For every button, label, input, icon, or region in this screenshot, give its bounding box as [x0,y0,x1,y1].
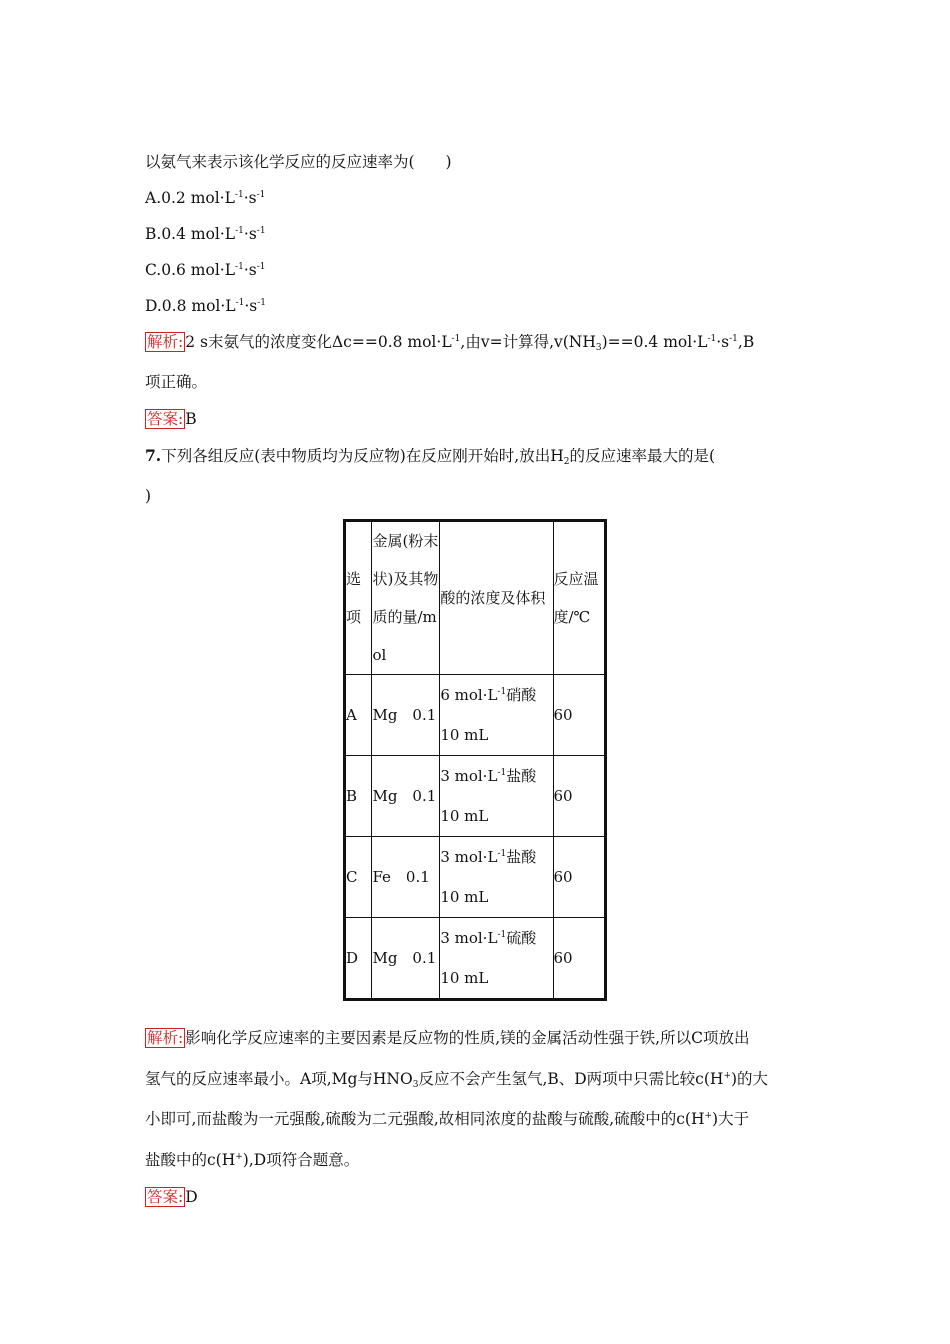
analysis-tag: 解析: [147,333,184,351]
header-metal: 金属(粉末状)及其物质的量/mol [372,521,440,675]
q7-answer [145,1187,198,1207]
cell-acid: 3 $mol\cdot L^{-1}$盐酸 10 mL [440,837,553,918]
q7-number: 7. [145,446,162,465]
q7-table [343,519,607,998]
header-acid: 酸的浓度及体积 [440,521,553,675]
answer-tag: 答案: [147,410,184,428]
q6-answer-value: B [185,410,197,428]
analysis-tag: 解析: [147,1029,184,1047]
cell-metal: Mg 0.1 [372,675,440,756]
cell-metal: Fe 0.1 [372,837,440,918]
q6-option-b: B.0.4 $mol\cdot L^{-1}\cdot s^{-1}$ [145,225,266,243]
q6-analysis-line1: 解析: 2 s末氨气的浓度变化Δc==0.8 $mol\cdot L^{-1}$,由v=计算得$,v(NH_3)==0.4$ $mol\cdot L^{-1}\cdot s^{-1},B$ [147,333,755,353]
q6-option-d: D.0.8 $mol\cdot L^{-1}\cdot s^{-1}$ [145,297,267,315]
q7-stem: 7.下列各组反应(表中物质均为反应物)在反应刚开始时,放出$H_2$的反应速率最大的是( [145,446,716,467]
cell-acid: 3 $mol\cdot L^{-1}$盐酸 10 mL [440,756,553,837]
answer-tag: 答案: [147,1188,184,1206]
header-option: 选项 [345,521,372,675]
q7-stem-line2: ) [145,487,152,505]
table-row [345,837,606,918]
cell-acid: 3 $mol\cdot L^{-1}$硫酸 10 mL [440,918,553,1000]
table-row [345,675,606,756]
q6-stem: 以氨气来表示该化学反应的反应速率为( ) [145,153,452,171]
cell-temperature: 60 [553,675,606,756]
cell-option: C [345,837,372,918]
q6-analysis-line2: 项正确。 [145,373,208,391]
table-row [345,918,606,1000]
q7-analysis-line4: 盐酸中的c(H+),D项符合题意。 [145,1151,360,1169]
cell-temperature: 60 [553,756,606,837]
q7-answer-value: D [185,1188,198,1206]
q7-analysis-line1: 解析: 影响化学反应速率的主要因素是反应物的性质,镁的金属活动性强于铁,所以C项放出 [147,1029,750,1047]
cell-metal: Mg 0.1 [372,756,440,837]
table-row [345,756,606,837]
cell-option: A [345,675,372,756]
cell-temperature: 60 [553,837,606,918]
q6-answer [145,409,197,429]
cell-option: D [345,918,372,1000]
cell-acid: 6 $mol\cdot L^{-1}$硝酸 10 mL [440,675,553,756]
header-temperature: 反应温度/℃ [553,521,606,675]
cell-temperature: 60 [553,918,606,1000]
cell-option: B [345,756,372,837]
q6-option-c: C.0.6 $mol\cdot L^{-1}\cdot s^{-1}$ [145,261,266,279]
q7-analysis-line3: 小即可,而盐酸为一元强酸,硫酸为二元强酸,故相同浓度的盐酸与硫酸,硫酸中的c(H+)大于 [145,1110,750,1128]
cell-metal: Mg 0.1 [372,918,440,1000]
q7-analysis-line2: 氢气的反应速率最小。A项,Mg与$HNO_3$反应不会产生氢气,B、D两项中只需比较c(H+)的大 [145,1070,769,1090]
table-header-row [345,521,606,675]
q6-option-a: A.0.2 $mol\cdot L^{-1}\cdot s^{-1}$ [145,189,266,207]
